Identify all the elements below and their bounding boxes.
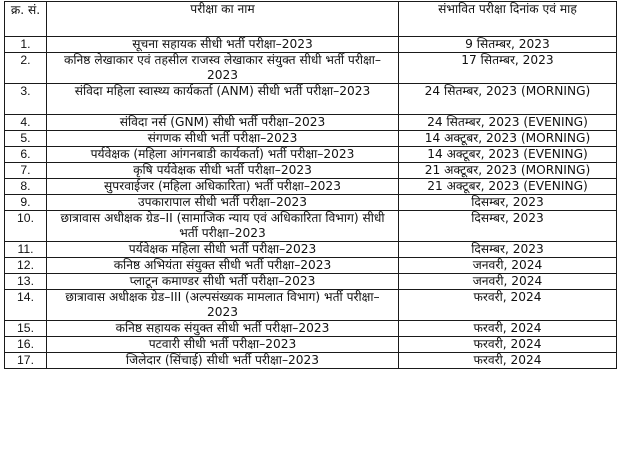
table-row xyxy=(5,274,617,290)
row-exam-name: पटवारी सीधी भर्ती परीक्षा–2023 xyxy=(47,337,399,353)
row-date: दिसम्बर, 2023 xyxy=(399,195,617,211)
row-serial: 2. xyxy=(5,53,47,84)
table-row xyxy=(5,37,617,53)
row-date: 21 अक्टूबर, 2023 (EVENING) xyxy=(399,179,617,195)
table-row xyxy=(5,211,617,242)
row-date: 24 सितम्बर, 2023 (EVENING) xyxy=(399,115,617,131)
table-row xyxy=(5,337,617,353)
row-serial: 10. xyxy=(5,211,47,242)
row-date: 9 सितम्बर, 2023 xyxy=(399,37,617,53)
row-serial: 5. xyxy=(5,131,47,147)
row-date: दिसम्बर, 2023 xyxy=(399,211,617,242)
row-serial: 7. xyxy=(5,163,47,179)
row-exam-name: सुपरवाईजर (महिला अधिकारिता) भर्ती परीक्षा–2023 xyxy=(47,179,399,195)
row-date: 14 अक्टूबर, 2023 (MORNING) xyxy=(399,131,617,147)
header-exam-name: परीक्षा का नाम xyxy=(47,2,399,37)
row-date: फरवरी, 2024 xyxy=(399,353,617,369)
row-exam-name: प्लाटून कमाण्डर सीधी भर्ती परीक्षा–2023 xyxy=(47,274,399,290)
row-exam-name: कनिष्ठ लेखाकार एवं तहसील राजस्व लेखाकार संयुक्त सीधी भर्ती परीक्षा–2023 xyxy=(47,53,399,84)
table-row xyxy=(5,163,617,179)
exam-schedule-table xyxy=(4,1,617,369)
table-row xyxy=(5,84,617,115)
row-serial: 4. xyxy=(5,115,47,131)
row-exam-name: कृषि पर्यवेक्षक सीधी भर्ती परीक्षा–2023 xyxy=(47,163,399,179)
table-row xyxy=(5,195,617,211)
table-row xyxy=(5,242,617,258)
row-date: जनवरी, 2024 xyxy=(399,274,617,290)
table-header-row xyxy=(5,2,617,37)
header-serial: क्र. सं. xyxy=(5,2,47,37)
row-exam-name: पर्यवेक्षक (महिला आंगनबाडी कार्यकर्ता) भर्ती परीक्षा–2023 xyxy=(47,147,399,163)
row-exam-name: छात्रावास अधीक्षक ग्रेड–II (सामाजिक न्याय एवं अधिकारिता विभाग) सीधी भर्ती परीक्षा–2023 xyxy=(47,211,399,242)
row-date: 14 अक्टूबर, 2023 (EVENING) xyxy=(399,147,617,163)
table-row xyxy=(5,115,617,131)
table-row xyxy=(5,53,617,84)
row-date: 17 सितम्बर, 2023 xyxy=(399,53,617,84)
row-date: फरवरी, 2024 xyxy=(399,337,617,353)
header-date: संभावित परीक्षा दिनांक एवं माह xyxy=(399,2,617,37)
row-serial: 17. xyxy=(5,353,47,369)
row-exam-name: उपकारापाल सीधी भर्ती परीक्षा–2023 xyxy=(47,195,399,211)
row-exam-name: जिलेदार (सिंचाई) सीधी भर्ती परीक्षा–2023 xyxy=(47,353,399,369)
row-exam-name: संविदा नर्स (GNM) सीधी भर्ती परीक्षा–2023 xyxy=(47,115,399,131)
row-date: 21 अक्टूबर, 2023 (MORNING) xyxy=(399,163,617,179)
row-serial: 11. xyxy=(5,242,47,258)
row-serial: 8. xyxy=(5,179,47,195)
row-exam-name: कनिष्ठ सहायक संयुक्त सीधी भर्ती परीक्षा–2023 xyxy=(47,321,399,337)
table-row xyxy=(5,179,617,195)
row-serial: 9. xyxy=(5,195,47,211)
table-row xyxy=(5,258,617,274)
row-date: 24 सितम्बर, 2023 (MORNING) xyxy=(399,84,617,115)
row-date: दिसम्बर, 2023 xyxy=(399,242,617,258)
row-date: जनवरी, 2024 xyxy=(399,258,617,274)
table-row xyxy=(5,147,617,163)
table-row xyxy=(5,290,617,321)
table-row xyxy=(5,321,617,337)
row-exam-name: छात्रावास अधीक्षक ग्रेड–III (अल्पसंख्यक मामलात विभाग) भर्ती परीक्षा–2023 xyxy=(47,290,399,321)
row-date: फरवरी, 2024 xyxy=(399,321,617,337)
row-serial: 16. xyxy=(5,337,47,353)
row-exam-name: संगणक सीधी भर्ती परीक्षा–2023 xyxy=(47,131,399,147)
row-serial: 15. xyxy=(5,321,47,337)
row-serial: 14. xyxy=(5,290,47,321)
row-serial: 3. xyxy=(5,84,47,115)
row-serial: 1. xyxy=(5,37,47,53)
row-date: फरवरी, 2024 xyxy=(399,290,617,321)
row-exam-name: कनिष्ठ अभियंता संयुक्त सीधी भर्ती परीक्षा–2023 xyxy=(47,258,399,274)
row-exam-name: संविदा महिला स्वास्थ्य कार्यकर्ता (ANM) सीधी भर्ती परीक्षा–2023 xyxy=(47,84,399,115)
row-serial: 12. xyxy=(5,258,47,274)
row-exam-name: पर्यवेक्षक महिला सीधी भर्ती परीक्षा–2023 xyxy=(47,242,399,258)
row-exam-name: सूचना सहायक सीधी भर्ती परीक्षा–2023 xyxy=(47,37,399,53)
table-row xyxy=(5,131,617,147)
row-serial: 6. xyxy=(5,147,47,163)
table-row xyxy=(5,353,617,369)
row-serial: 13. xyxy=(5,274,47,290)
